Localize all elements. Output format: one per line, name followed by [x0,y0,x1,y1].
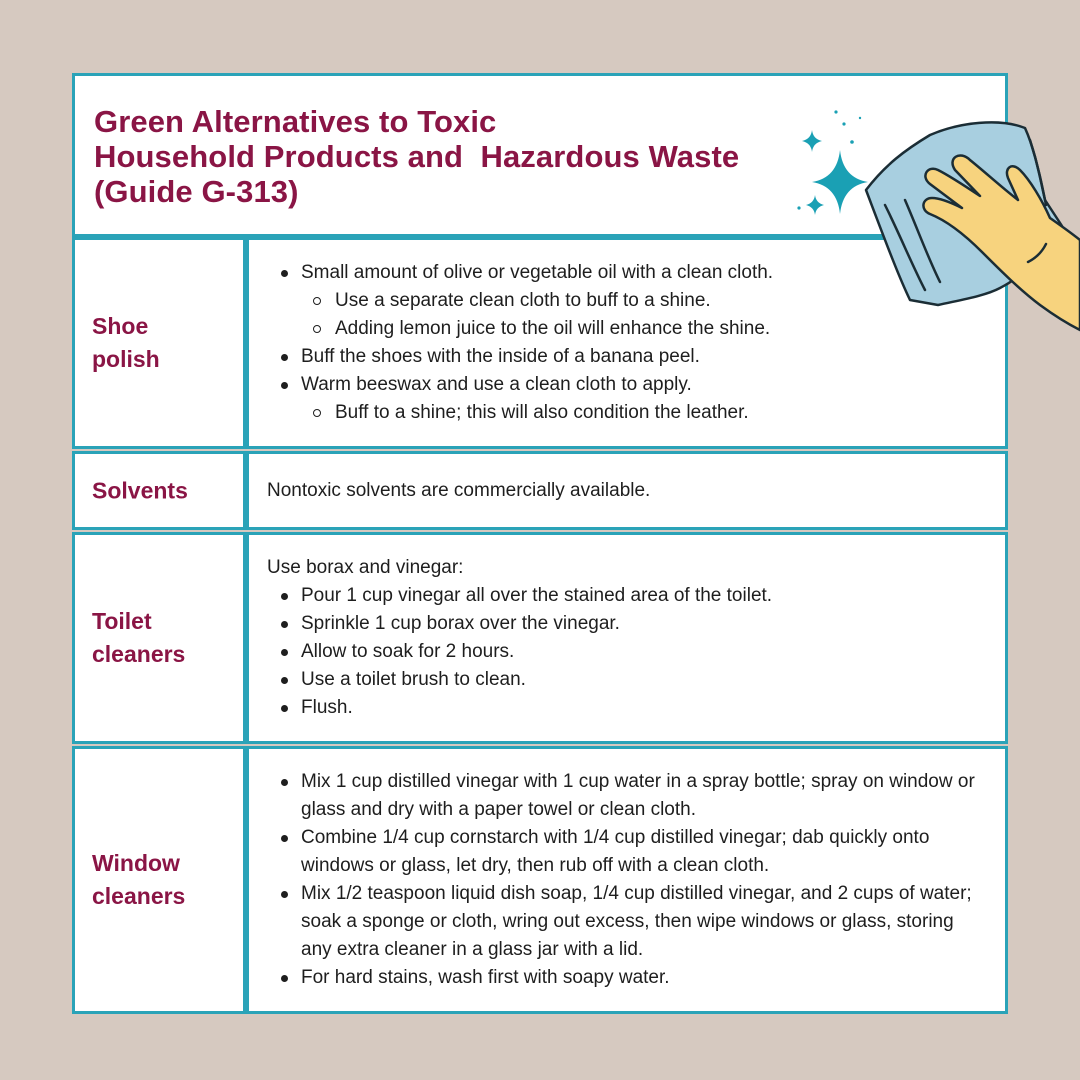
list-item: Combine 1/4 cup cornstarch with 1/4 cup distilled vinegar; dab quickly onto windows or glass, let dry, then rub off with a clean cloth. [267,824,989,880]
row-label-shoe-polish [72,237,246,449]
row-content-window-cleaners [246,746,1008,1014]
list-item: Sprinkle 1 cup borax over the vinegar. [267,610,989,638]
list-item: Mix 1/2 teaspoon liquid dish soap, 1/4 cup distilled vinegar, and 2 cups of water; soak a sponge or cloth, wring out excess, then wipe windows or glass, storing any extra cleaner in a glass jar with a lid. [267,880,989,964]
row-content-toilet-cleaners [246,532,1008,744]
toilet-intro: Use borax and vinegar: [267,557,464,578]
solvents-text: Nontoxic solvents are commercially available. [267,479,651,501]
label-toilet-cleaners: Toilet cleaners [92,608,186,667]
sparkle-icon [797,110,868,215]
content-toilet-cleaners [267,554,989,722]
list-item: Mix 1 cup distilled vinegar with 1 cup water in a spray bottle; spray on window or glass and dry with a paper towel or clean cloth. [267,768,989,824]
row-label-window-cleaners [72,746,246,1014]
window-list [267,768,989,992]
row-content-solvents [246,451,1008,530]
title-line-3: (Guide G-313) [94,174,299,209]
list-item: Pour 1 cup vinegar all over the stained area of the toilet. [267,582,989,610]
content-window-cleaners [267,768,989,992]
list-subitem: Buff to a shine; this will also condition the leather. [267,399,989,427]
content-solvents [267,477,989,505]
list-item: Allow to soak for 2 hours. [267,638,989,666]
list-item: Buff the shoes with the inside of a banana peel. [267,343,989,371]
label-solvents: Solvents [92,477,188,503]
list-item: Flush. [267,694,989,722]
list-item: Small amount of olive or vegetable oil with a clean cloth. [267,259,989,287]
gloved-hand-wiping-cloth-icon [780,100,1080,360]
row-label-toilet-cleaners [72,532,246,744]
page-title [94,104,739,209]
label-shoe-polish: Shoe polish [92,313,160,372]
title-line-1: Green Alternatives to Toxic [94,104,497,139]
toilet-list [267,582,989,722]
list-item: Use a toilet brush to clean. [267,666,989,694]
title-line-2: Household Products and Hazardous Waste [94,139,740,174]
list-subitem: Use a separate clean cloth to buff to a shine. [267,287,989,315]
list-subitem: Adding lemon juice to the oil will enhance the shine. [267,315,989,343]
row-label-solvents [72,451,246,530]
label-window-cleaners: Window cleaners [92,850,186,909]
list-item: For hard stains, wash first with soapy water. [267,964,989,992]
list-item: Warm beeswax and use a clean cloth to apply. [267,371,989,399]
